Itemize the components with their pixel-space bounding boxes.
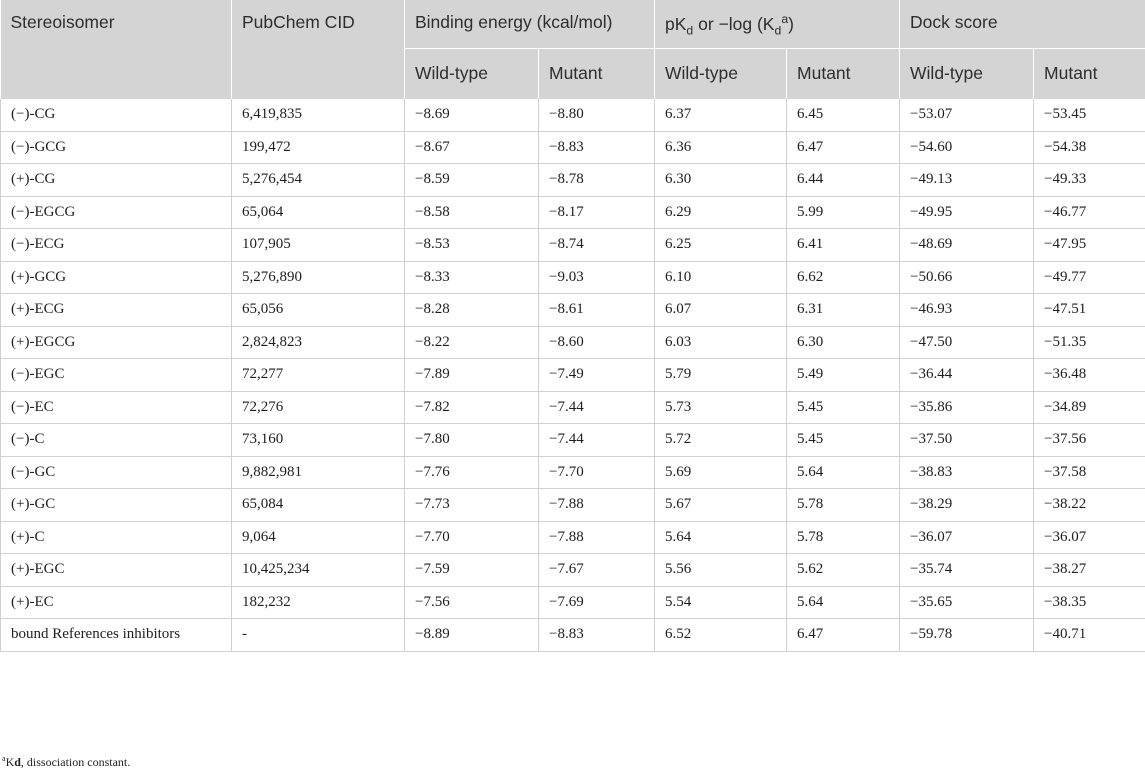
cell-stereoisomer: (−)-ECG [1,229,232,262]
cell-pubchem-cid: 9,064 [232,521,405,554]
cell-dock-wild-type: −46.93 [900,294,1034,327]
cell-binding-wild-type: −7.56 [405,586,539,619]
cell-dock-wild-type: −59.78 [900,619,1034,652]
cell-pkd-mutant: 5.49 [787,359,900,392]
cell-stereoisomer: (+)-GC [1,489,232,522]
cell-pubchem-cid: 5,276,454 [232,164,405,197]
cell-dock-mutant: −34.89 [1034,391,1145,424]
cell-binding-wild-type: −7.89 [405,359,539,392]
cell-stereoisomer: (+)-EGCG [1,326,232,359]
cell-stereoisomer: (−)-GCG [1,131,232,164]
cell-pubchem-cid: 65,056 [232,294,405,327]
cell-binding-mutant: −7.44 [539,424,655,457]
cell-stereoisomer: (+)-ECG [1,294,232,327]
cell-binding-mutant: −8.78 [539,164,655,197]
cell-pubchem-cid: 72,277 [232,359,405,392]
cell-dock-wild-type: −47.50 [900,326,1034,359]
cell-dock-mutant: −38.27 [1034,554,1145,587]
cell-stereoisomer: (−)-CG [1,99,232,131]
cell-dock-wild-type: −35.74 [900,554,1034,587]
table-row [1,456,1145,489]
header-pkd-wild-type: Wild-type [655,49,787,100]
cell-pkd-wild-type: 6.30 [655,164,787,197]
cell-pkd-wild-type: 5.64 [655,521,787,554]
cell-pubchem-cid: 107,905 [232,229,405,262]
table-row [1,131,1145,164]
header-pubchem-cid: PubChem CID [232,0,405,99]
cell-binding-mutant: −8.83 [539,131,655,164]
header-binding-wild-type: Wild-type [405,49,539,100]
cell-dock-mutant: −37.58 [1034,456,1145,489]
cell-pkd-mutant: 5.64 [787,456,900,489]
cell-pkd-wild-type: 6.36 [655,131,787,164]
table-row [1,424,1145,457]
pkd-sup: a [781,12,789,26]
cell-dock-wild-type: −49.95 [900,196,1034,229]
cell-binding-mutant: −7.69 [539,586,655,619]
cell-dock-wild-type: −38.29 [900,489,1034,522]
cell-dock-wild-type: −37.50 [900,424,1034,457]
cell-binding-mutant: −7.49 [539,359,655,392]
pkd-sub2: d [774,23,782,38]
table-row [1,326,1145,359]
cell-stereoisomer: (−)-EC [1,391,232,424]
cell-binding-mutant: −8.61 [539,294,655,327]
cell-pubchem-cid: 72,276 [232,391,405,424]
table-row [1,521,1145,554]
table-header [1,0,1145,99]
cell-dock-mutant: −36.07 [1034,521,1145,554]
cell-pubchem-cid: 65,084 [232,489,405,522]
cell-dock-mutant: −49.33 [1034,164,1145,197]
cell-stereoisomer: (−)-EGCG [1,196,232,229]
cell-pubchem-cid: 10,425,234 [232,554,405,587]
cell-pkd-wild-type: 5.73 [655,391,787,424]
cell-binding-wild-type: −7.70 [405,521,539,554]
cell-pkd-mutant: 5.45 [787,424,900,457]
cell-pkd-mutant: 6.47 [787,131,900,164]
header-pkd-mutant: Mutant [787,49,900,100]
cell-binding-mutant: −8.60 [539,326,655,359]
footnote [2,754,130,770]
cell-pkd-wild-type: 5.79 [655,359,787,392]
table-row [1,619,1145,652]
cell-dock-mutant: −38.22 [1034,489,1145,522]
cell-stereoisomer: (+)-EGC [1,554,232,587]
cell-binding-wild-type: −7.80 [405,424,539,457]
cell-pubchem-cid: 73,160 [232,424,405,457]
cell-pkd-mutant: 5.64 [787,586,900,619]
cell-dock-mutant: −47.51 [1034,294,1145,327]
cell-dock-mutant: −54.38 [1034,131,1145,164]
cell-dock-wild-type: −35.86 [900,391,1034,424]
cell-pubchem-cid: 182,232 [232,586,405,619]
cell-pkd-wild-type: 6.52 [655,619,787,652]
cell-pkd-wild-type: 6.25 [655,229,787,262]
cell-binding-mutant: −8.17 [539,196,655,229]
pkd-suffix: ) [788,13,794,34]
cell-dock-mutant: −51.35 [1034,326,1145,359]
cell-dock-mutant: −40.71 [1034,619,1145,652]
cell-binding-wild-type: −8.89 [405,619,539,652]
table-row [1,229,1145,262]
cell-binding-mutant: −7.88 [539,521,655,554]
cell-binding-mutant: −8.83 [539,619,655,652]
cell-binding-mutant: −7.88 [539,489,655,522]
cell-pkd-wild-type: 6.10 [655,261,787,294]
cell-pubchem-cid: 199,472 [232,131,405,164]
table-body [1,99,1145,651]
cell-stereoisomer: (−)-EGC [1,359,232,392]
cell-pkd-wild-type: 6.07 [655,294,787,327]
header-stereoisomer: Stereoisomer [1,0,232,99]
cell-dock-wild-type: −38.83 [900,456,1034,489]
cell-dock-wild-type: −36.44 [900,359,1034,392]
cell-pkd-wild-type: 6.29 [655,196,787,229]
cell-dock-mutant: −49.77 [1034,261,1145,294]
cell-stereoisomer: (−)-GC [1,456,232,489]
cell-pkd-mutant: 5.45 [787,391,900,424]
cell-dock-wild-type: −36.07 [900,521,1034,554]
cell-pkd-mutant: 5.78 [787,489,900,522]
table-row [1,554,1145,587]
cell-pkd-mutant: 6.30 [787,326,900,359]
cell-dock-mutant: −47.95 [1034,229,1145,262]
cell-pkd-mutant: 6.62 [787,261,900,294]
cell-binding-wild-type: −8.69 [405,99,539,131]
cell-pkd-wild-type: 5.54 [655,586,787,619]
cell-dock-wild-type: −53.07 [900,99,1034,131]
table-row [1,261,1145,294]
pkd-prefix: pK [665,13,687,34]
footnote-k: K [5,755,15,769]
cell-binding-wild-type: −7.59 [405,554,539,587]
table-row [1,586,1145,619]
cell-binding-mutant: −7.67 [539,554,655,587]
cell-dock-mutant: −36.48 [1034,359,1145,392]
footnote-bold-d: d [14,755,21,769]
cell-pubchem-cid: 6,419,835 [232,99,405,131]
cell-pubchem-cid: 2,824,823 [232,326,405,359]
cell-pkd-mutant: 6.45 [787,99,900,131]
cell-binding-mutant: −7.44 [539,391,655,424]
cell-dock-wild-type: −35.65 [900,586,1034,619]
footnote-marker: a [2,754,6,763]
cell-binding-mutant: −9.03 [539,261,655,294]
cell-pkd-mutant: 5.78 [787,521,900,554]
footnote-text: , dissociation constant. [20,755,131,769]
cell-pkd-wild-type: 5.72 [655,424,787,457]
header-dock-mutant: Mutant [1034,49,1145,100]
cell-pkd-wild-type: 5.67 [655,489,787,522]
cell-binding-wild-type: −8.53 [405,229,539,262]
cell-binding-wild-type: −7.73 [405,489,539,522]
header-dock-score: Dock score [900,0,1145,49]
cell-binding-wild-type: −7.76 [405,456,539,489]
cell-pkd-wild-type: 6.03 [655,326,787,359]
cell-binding-wild-type: −8.58 [405,196,539,229]
cell-binding-wild-type: −8.33 [405,261,539,294]
cell-stereoisomer: (+)-CG [1,164,232,197]
header-pkd [655,0,900,49]
cell-dock-wild-type: −48.69 [900,229,1034,262]
cell-stereoisomer: (+)-C [1,521,232,554]
cell-dock-mutant: −46.77 [1034,196,1145,229]
pkd-mid: or −log (K [693,13,775,34]
cell-binding-mutant: −7.70 [539,456,655,489]
cell-dock-wild-type: −54.60 [900,131,1034,164]
cell-pkd-wild-type: 5.69 [655,456,787,489]
cell-dock-wild-type: −49.13 [900,164,1034,197]
cell-dock-mutant: −38.35 [1034,586,1145,619]
table-row [1,196,1145,229]
cell-pkd-mutant: 6.41 [787,229,900,262]
cell-binding-wild-type: −8.28 [405,294,539,327]
pkd-sub: d [686,23,694,38]
cell-stereoisomer: (+)-EC [1,586,232,619]
cell-pkd-wild-type: 6.37 [655,99,787,131]
cell-binding-mutant: −8.80 [539,99,655,131]
cell-dock-mutant: −53.45 [1034,99,1145,131]
header-dock-wild-type: Wild-type [900,49,1034,100]
cell-pkd-mutant: 5.62 [787,554,900,587]
cell-pkd-mutant: 6.47 [787,619,900,652]
cell-dock-mutant: −37.56 [1034,424,1145,457]
header-binding-energy: Binding energy (kcal/mol) [405,0,655,49]
cell-stereoisomer: (+)-GCG [1,261,232,294]
cell-pubchem-cid: 5,276,890 [232,261,405,294]
cell-dock-wild-type: −50.66 [900,261,1034,294]
cell-binding-wild-type: −8.22 [405,326,539,359]
cell-pubchem-cid: 65,064 [232,196,405,229]
cell-stereoisomer: (−)-C [1,424,232,457]
header-binding-mutant: Mutant [539,49,655,100]
table-row [1,489,1145,522]
cell-binding-wild-type: −8.59 [405,164,539,197]
cell-binding-wild-type: −8.67 [405,131,539,164]
table-row [1,359,1145,392]
cell-stereoisomer: bound References inhibitors [1,619,232,652]
table-row [1,294,1145,327]
cell-pkd-mutant: 6.31 [787,294,900,327]
cell-binding-wild-type: −7.82 [405,391,539,424]
table-row [1,164,1145,197]
cell-pkd-mutant: 5.99 [787,196,900,229]
cell-pkd-wild-type: 5.56 [655,554,787,587]
cell-pkd-mutant: 6.44 [787,164,900,197]
table-row [1,99,1145,131]
table-row [1,391,1145,424]
cell-pubchem-cid: - [232,619,405,652]
cell-pubchem-cid: 9,882,981 [232,456,405,489]
cell-binding-mutant: −8.74 [539,229,655,262]
